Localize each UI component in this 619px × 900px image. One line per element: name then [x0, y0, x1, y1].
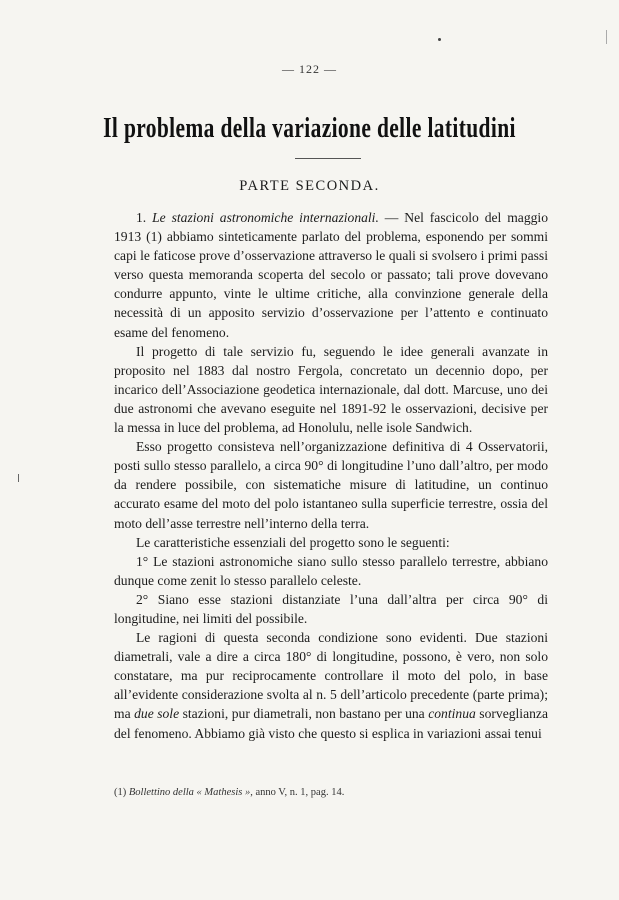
paragraph-2: Il progetto di tale servizio fu, seguendo le idee generali avanzate in proposito nel 1883 dal nostro Fergola, concretato un decennio dopo, per incarico dell’Associazione geodetica internazionale, dal dott. Marcuse, uno dei due astronomi che avevano eseguite nel 1891-92 le osservazioni, decisive per la messa in luce del problema, ad Honolulu, nelle isole Sandwich. — [114, 343, 548, 436]
paragraph-last: Le ragioni di questa seconda condizione sono evidenti. Due stazioni diametrali, vale a dire a circa 180° di longitudine, possono, è vero, non solo constatare, ma pur reciprocamente controllare il moto del polo, in base all’evidente considerazione svolta al n. 5 dell’articolo precedente (parte prima); ma due sole stazioni, pur diametrali, non bastano per una continua sorveglianza del fenomeno. Abbiamo già visto che questo si esplica in variazioni assai tenui — [114, 630, 548, 741]
title-rule — [295, 158, 361, 159]
footnote-details: , anno V, n. 1, pag. 14. — [250, 787, 345, 798]
page-number: — 122 — — [282, 62, 337, 76]
section-heading: Le stazioni astronomiche internazionali. — [152, 210, 379, 225]
paragraph-1-text: Nel fascicolo del maggio 1913 (1) abbiamo sinteticamente parlato del problema, esponendo per sommi capi le faticose prove d’osservazione attraverso le quali si svolsero i primi passi verso questa memoranda scoperta del secolo or passato; tali prove dovevano condurre appunto, vinte le ultime critiche, alla convinzione generale della necessità di un apposito servizio d’osservazione per l’attento e continuato esame del fenomeno. — [114, 210, 549, 340]
part-heading: PARTE SECONDA. — [239, 178, 380, 194]
footnote-marker: (1) — [114, 787, 127, 798]
list-item-2: 2° Siano esse stazioni distanziate l’una dall’altra per circa 90° di longitudine, nei limiti del possibile. — [114, 591, 548, 626]
paragraph-1: 1. Le stazioni astronomiche internazionali. — Nel fascicolo del maggio 1913 (1) abbiamo sinteticamente parlato del problema, esponendo per sommi capi le faticose prove d’osservazione attraverso le quali si svolsero i primi passi verso questa memoranda scoperta del secolo or passato; tali prove dovevano condurre appunto, vinte le ultime critiche, alla convinzione generale della necessità di un apposito servizio d’osservazione per l’attento e continuato esame del fenomeno. — [114, 210, 549, 340]
print-speck — [438, 38, 441, 41]
list-item-1: 1° Le stazioni astronomiche siano sullo stesso parallelo terrestre, abbiano dunque come zenit lo stesso parallelo celeste. — [114, 553, 548, 588]
article-body — [114, 208, 548, 743]
paragraph-4: Le caratteristiche essenziali del progetto sono le seguenti: — [136, 534, 450, 550]
footnote — [114, 787, 548, 798]
article-title: Il problema della variazione delle latitudini — [103, 112, 516, 144]
paragraph-3: Esso progetto consisteva nell’organizzazione definitiva di 4 Osservatorii, posti sullo stesso parallelo, a circa 90° di longitudine l’uno dall’altro, per modo da rendere possibile, con sistematiche misure di latitudine, un continuo accurato esame del moto del polo istantaneo sulla superficie terrestre, ossia del moto dell’asse terrestre nell’interno della terra. — [114, 439, 548, 531]
section-number: 1. — [136, 210, 147, 225]
footnote-source: Bollettino della « Mathesis » — [128, 787, 251, 798]
page-edge-mark — [606, 30, 607, 44]
margin-mark — [18, 474, 19, 482]
